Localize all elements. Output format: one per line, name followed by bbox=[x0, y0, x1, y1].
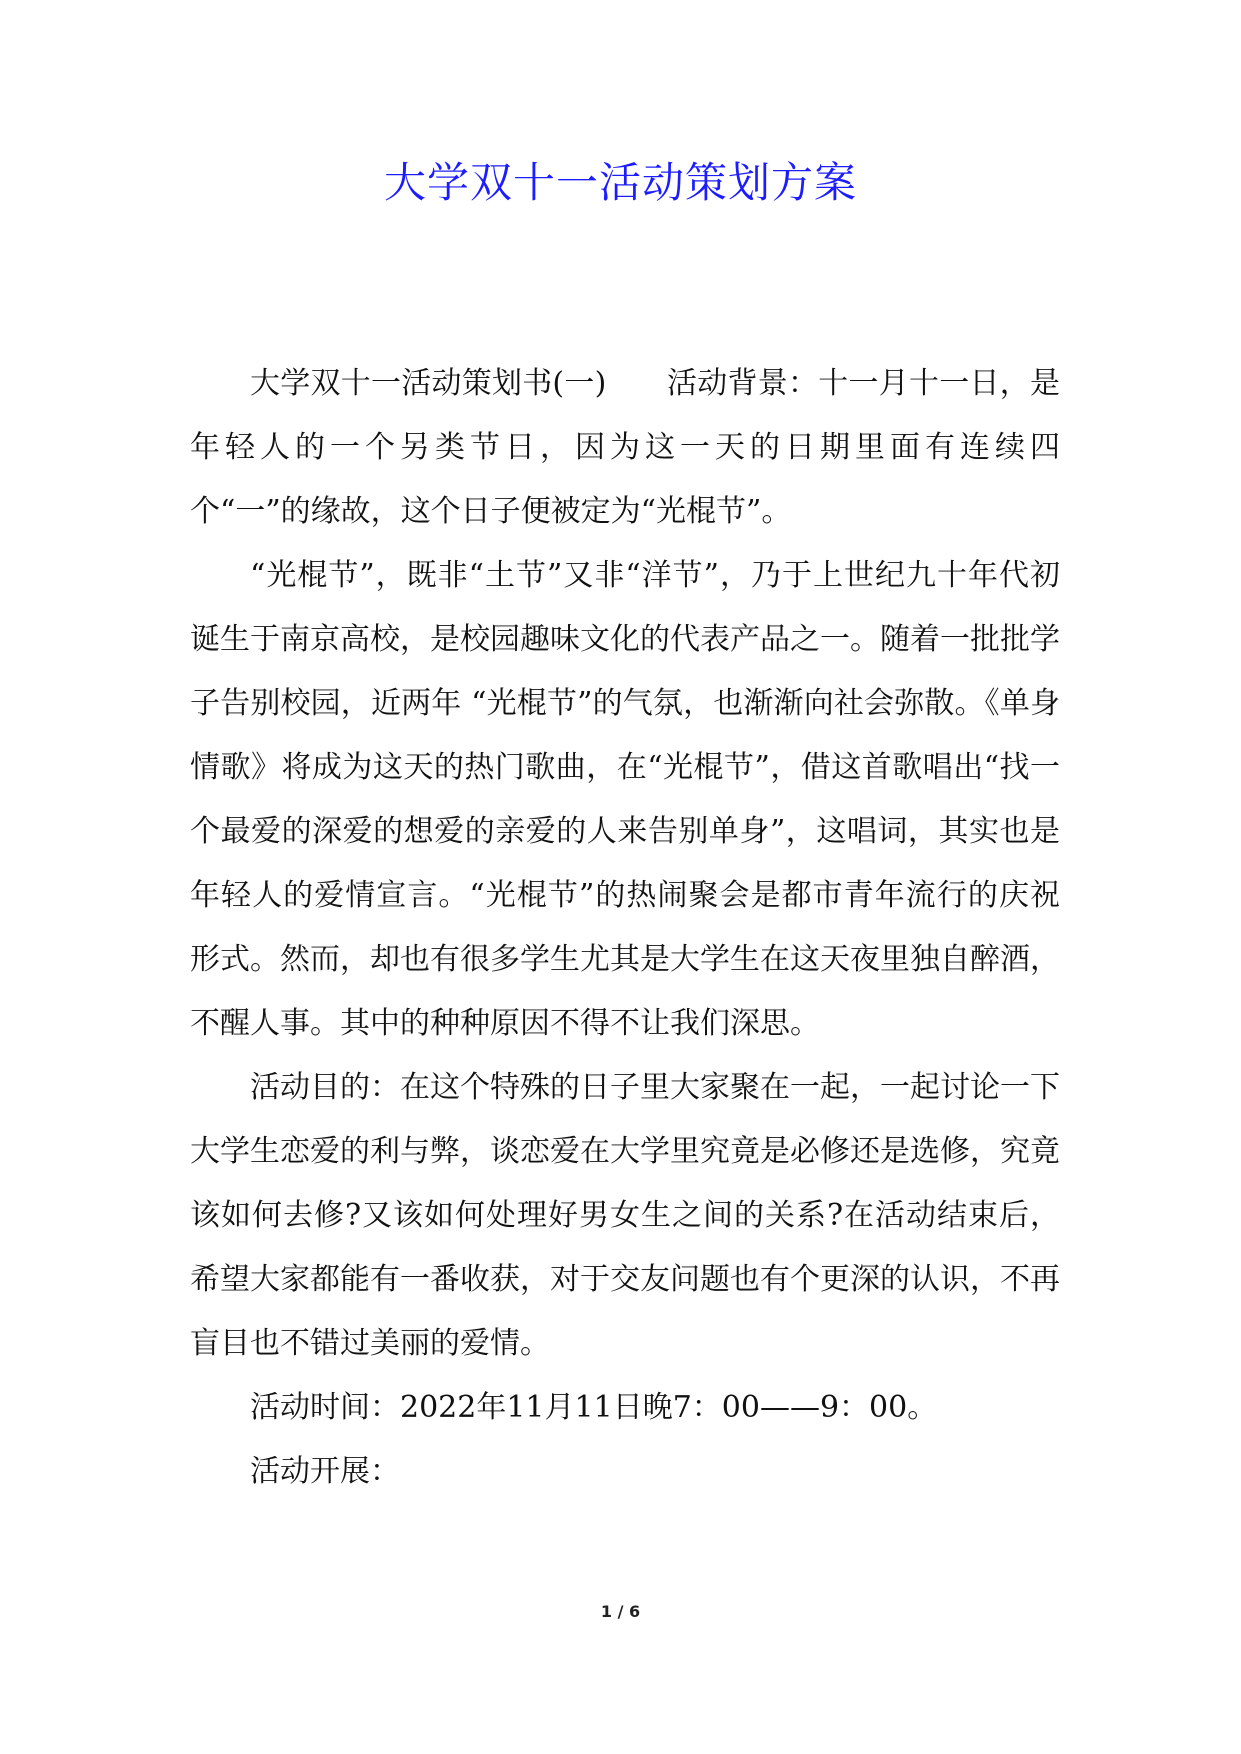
paragraph-festival-origin: “光棍节”，既非“土节”又非“洋节”，乃于上世纪九十年代初诞生于南京高校，是校园趣味文化的代表产品之一。随着一批批学子告别校园，近两年 “光棍节”的气氛，也渐渐向社会弥散。《单身情歌》将成为这天的热门歌曲，在“光棍节”，借这首歌唱出“找一个最爱的深爱的想爱的亲爱的人来告别单身”，这唱词，其实也是年轻人的爱情宣言。“光棍节”的热闹聚会是都市青年流行的庆祝形式。然而，却也有很多学生尤其是大学生在这天夜里独自醉酒，不醒人事。其中的种种原因不得不让我们深思。 bbox=[190, 558, 1060, 1041]
paragraph-background: 大学双十一活动策划书(一) 活动背景：十一月十一日，是年轻人的一个另类节日，因为这一天的日期里面有连续四个“一”的缘故，这个日子便被定为“光棍节”。 bbox=[190, 366, 1060, 529]
page-indicator: 1 / 6 bbox=[600, 1602, 641, 1621]
document-body bbox=[190, 352, 1060, 1504]
paragraph-activity: 活动开展： bbox=[250, 1454, 400, 1489]
paragraph-time: 活动时间：2022年11月11日晚7：00——9：00。 bbox=[250, 1390, 938, 1425]
document-title: 大学双十一活动策划方案 bbox=[383, 158, 857, 207]
paragraph-purpose: 活动目的：在这个特殊的日子里大家聚在一起，一起讨论一下大学生恋爱的利与弊，谈恋爱在大学里究竟是必修还是选修，究竟该如何去修?又该如何处理好男女生之间的关系?在活动结束后，希望大家都能有一番收获，对于交友问题也有个更深的认识，不再盲目也不错过美丽的爱情。 bbox=[190, 1070, 1060, 1361]
